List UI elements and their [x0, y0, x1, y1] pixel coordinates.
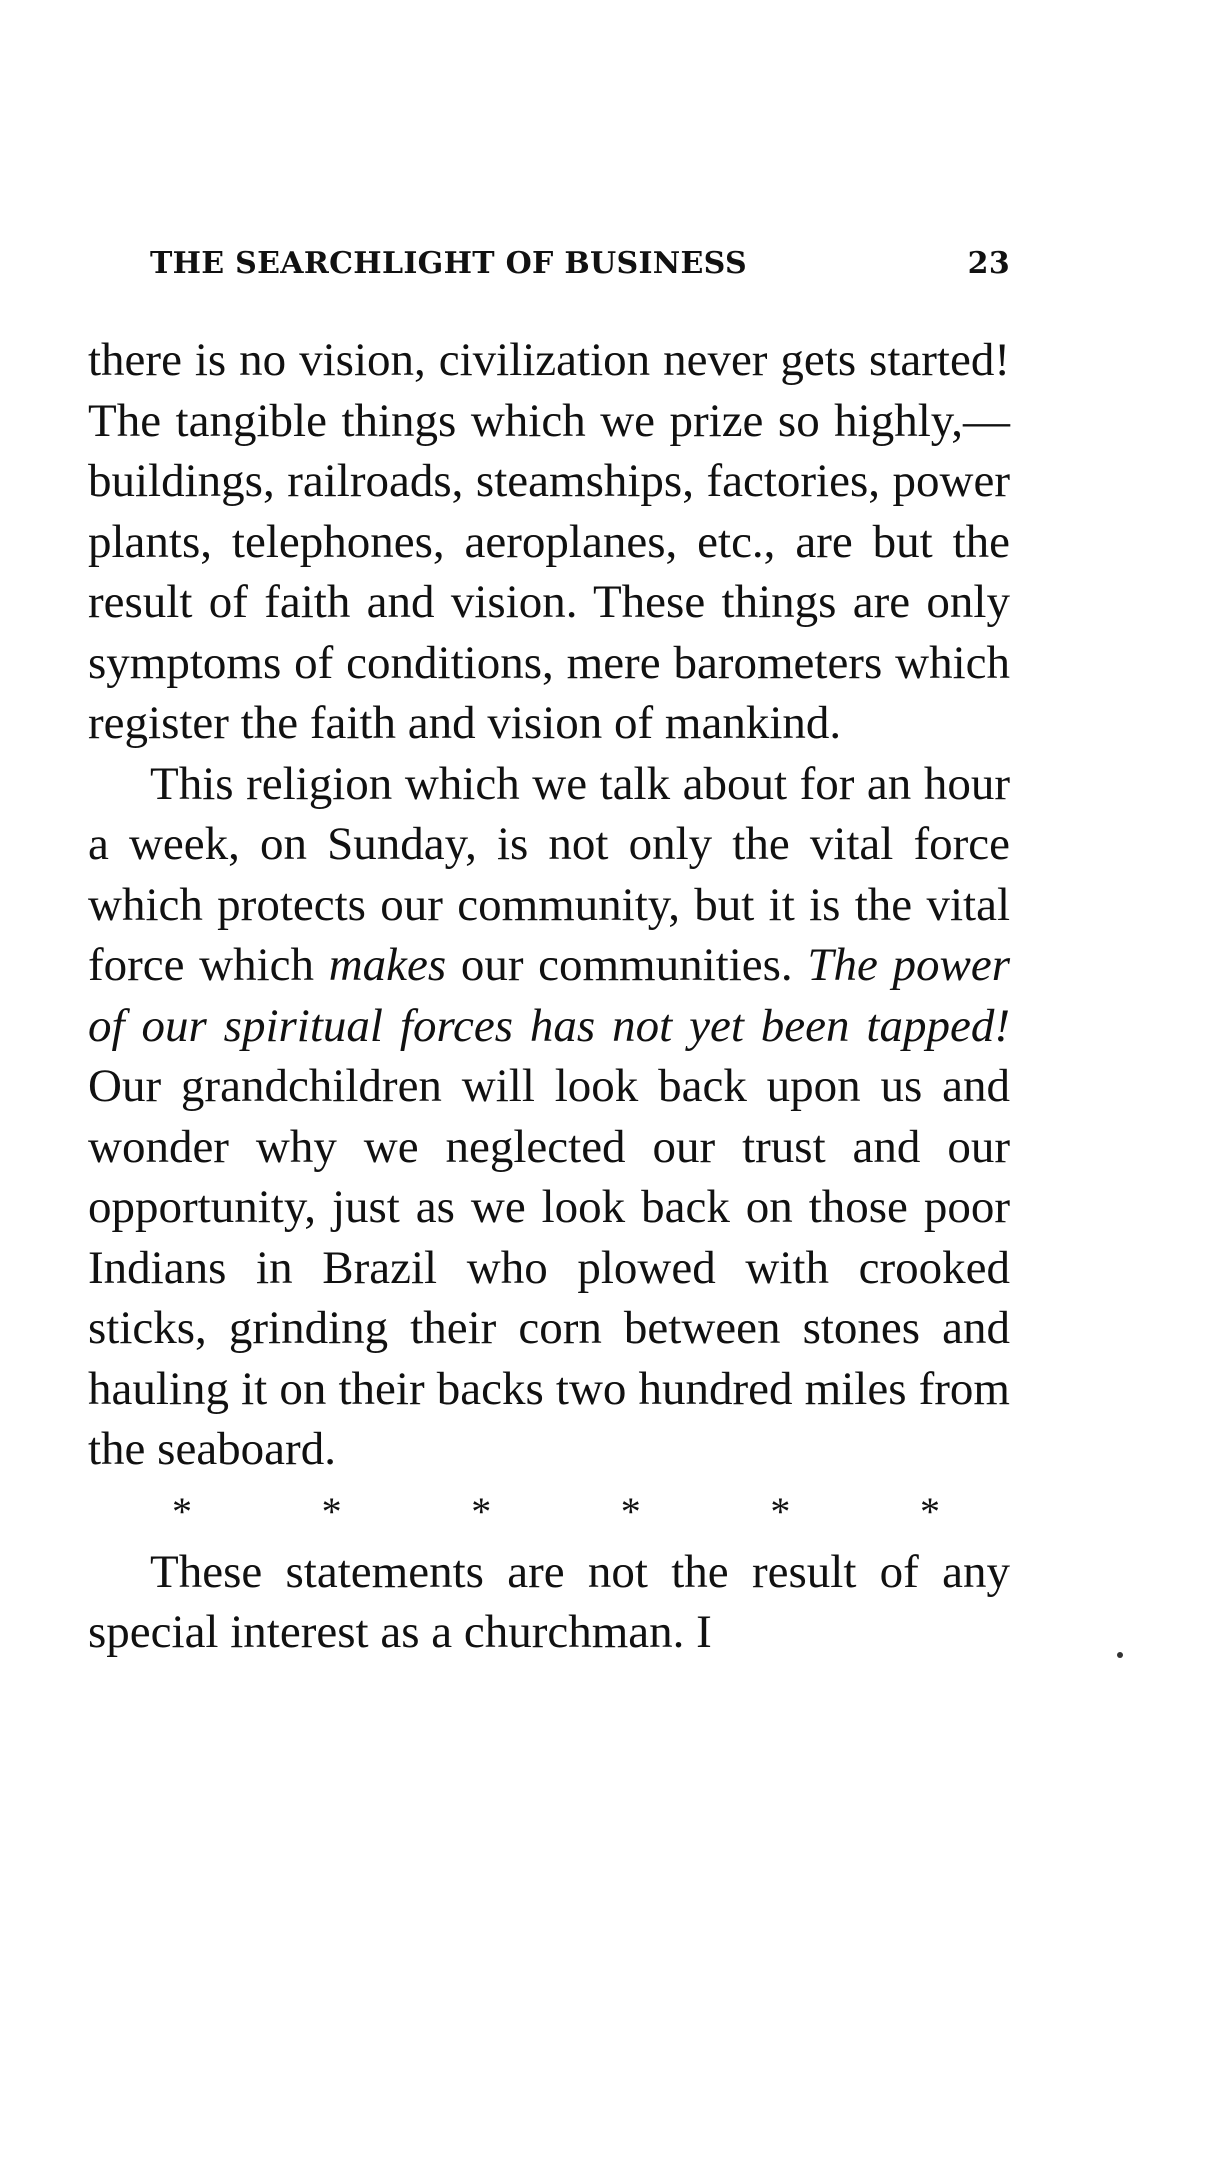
body-text: [88, 330, 1010, 1663]
emphasis-spiritual-forces: The power of our spiritual forces has not yet been tapped!: [88, 939, 1010, 1052]
separator-star: *: [471, 1488, 492, 1534]
separator-star: *: [919, 1488, 940, 1534]
paragraph-2-part-3: Our grandchildren will look back upon us and wonder why we neglected our trust and our opportunity, just as we look back on those poor Indians in Brazil who plowed with crooked sticks, grinding their corn between stones and hauling it on their backs two hundred miles from the seaboard.: [88, 1060, 1010, 1475]
running-head-title: THE SEARCHLIGHT OF BUSINESS: [150, 246, 747, 281]
separator-star: *: [770, 1488, 791, 1534]
paper-speck: [1117, 1652, 1123, 1658]
page-number: 23: [967, 246, 1010, 281]
paragraph-3: These statements are not the result of any special interest as a churchman. I: [88, 1545, 1010, 1658]
separator-star: *: [172, 1488, 192, 1534]
paragraph-2-part-1: This religion which we talk about for an hour a week, on Sunday, is not only the vital force which protects our community, but it is the vital force which: [88, 757, 1010, 991]
paragraph-1: there is no vision, civilization never gets started! The tangible things which we prize so highly,—buildings, railroads, steamships, factories, power plants, telephones, aeroplanes, etc., are but the result of faith and vision. These things are only symptoms of conditions, mere barometers which register the faith and vision of mankind.: [88, 334, 1010, 749]
emphasis-makes: makes: [328, 939, 447, 991]
running-head: [150, 246, 1010, 292]
paragraph-2: [88, 754, 1010, 1480]
section-separator: [88, 1486, 1010, 1538]
paragraph-2-part-2: our communities.: [446, 939, 808, 991]
separator-star: *: [620, 1488, 641, 1534]
separator-star: *: [321, 1488, 342, 1534]
